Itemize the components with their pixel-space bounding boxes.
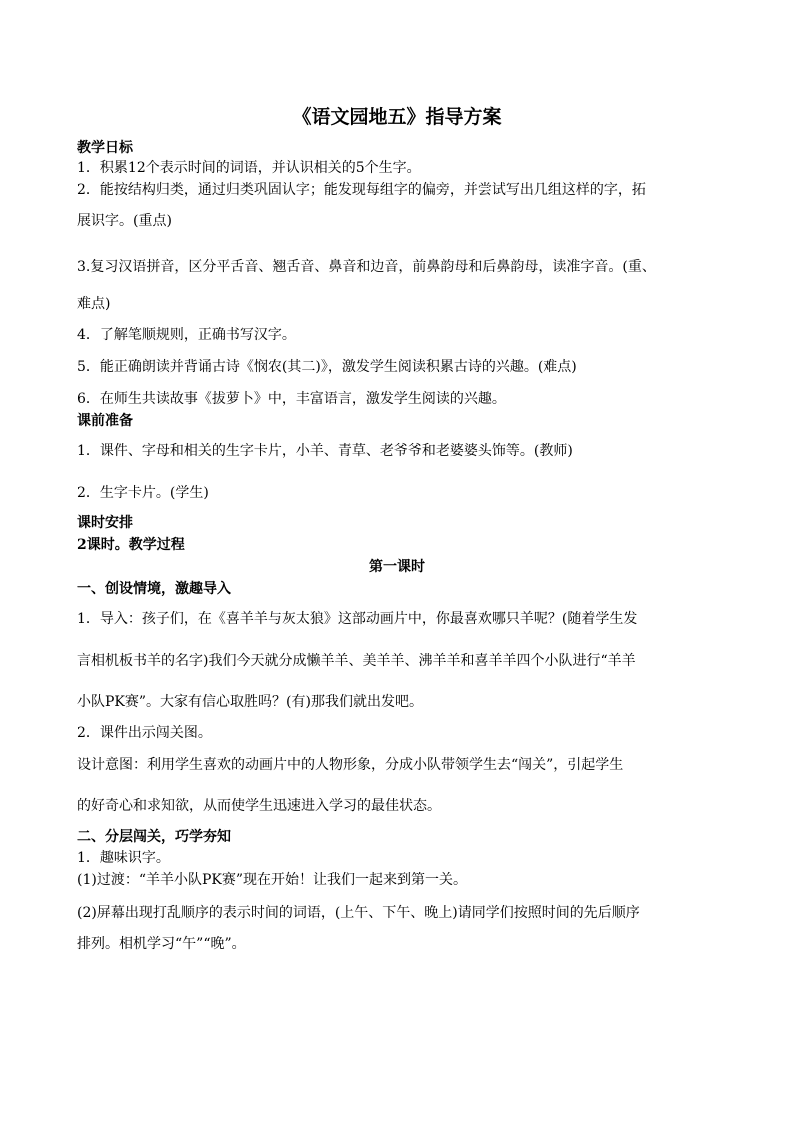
goal-line-3-cont: 难点) — [77, 296, 111, 312]
goal-line-4: 4．了解笔顺规则，正确书写汉字。 — [77, 327, 296, 343]
lesson-1-heading: 第一课时 — [369, 559, 425, 575]
goal-line-3: 3.复习汉语拼音，区分平舌音、翘舌音、鼻音和边音，前鼻韵母和后鼻韵母，读准字音。(重、 — [77, 259, 656, 275]
part-1-line-6: 的好奇心和求知欲，从而使学生迅速进入学习的最佳状态。 — [77, 798, 441, 814]
goal-line-2: 2．能按结构归类，通过归类巩固认字；能发现每组字的偏旁，并尝试写出几组这样的字，拓 — [77, 182, 646, 198]
goal-line-5: 5．能正确朗读并背诵古诗《悯农(其二)》，激发学生阅读积累古诗的兴趣。(难点) — [77, 359, 577, 375]
part-2-line-1: 1．趣味识字。 — [77, 850, 170, 866]
goal-line-6: 6．在师生共读故事《拔萝卜》中，丰富语言，激发学生阅读的兴趣。 — [77, 391, 506, 407]
section-heading-schedule: 课时安排 — [77, 515, 133, 531]
document-title: 《语文园地五》指导方案 — [292, 106, 502, 128]
part-2-heading: 二、分层闯关，巧学夯知 — [77, 829, 231, 845]
part-2-line-3: (2)屏幕出现打乱顺序的表示时间的词语，(上午、下午、晚上)请同学们按照时间的先后顺序 — [77, 905, 640, 921]
part-1-line-3: 小队PK赛”。大家有信心取胜吗？(有)那我们就出发吧。 — [77, 694, 423, 710]
prep-line-2: 2．生字卡片。(学生) — [77, 485, 209, 501]
part-1-line-1: 1．导入：孩子们，在《喜羊羊与灰太狼》这部动画片中，你最喜欢哪只羊呢？(随着学生发 — [77, 611, 638, 627]
section-heading-goals: 教学日标 — [77, 140, 133, 156]
part-1-line-2: 言相机板书羊的名字)我们今天就分成懒羊羊、美羊羊、沸羊羊和喜羊羊四个小队进行“羊羊 — [77, 653, 636, 669]
goal-line-2-cont: 展识字。(重点) — [77, 213, 172, 229]
prep-line-1: 1．课件、字母和相关的生字卡片，小羊、青草、老爷爷和老婆婆头饰等。(教师) — [77, 443, 573, 459]
schedule-line: 2课时。教学过程 — [77, 537, 185, 553]
part-2-line-4: 排列。相机学习“午”“晚”。 — [77, 936, 246, 952]
goal-line-1: 1．积累12个表示时间的词语，并认识相关的5个生字。 — [77, 160, 421, 176]
part-2-line-2: (1)过渡：“羊羊小队PK赛”现在开始！让我们一起来到第一关。 — [77, 872, 468, 888]
part-1-line-5: 设计意图：利用学生喜欢的动画片中的人物形象，分成小队带领学生去“闯关”，引起学生 — [77, 757, 624, 773]
part-1-line-4: 2．课件出示闯关图。 — [77, 725, 212, 741]
section-heading-prep: 课前准备 — [77, 413, 133, 429]
part-1-heading: 一、创设情境，激趣导入 — [77, 581, 231, 597]
